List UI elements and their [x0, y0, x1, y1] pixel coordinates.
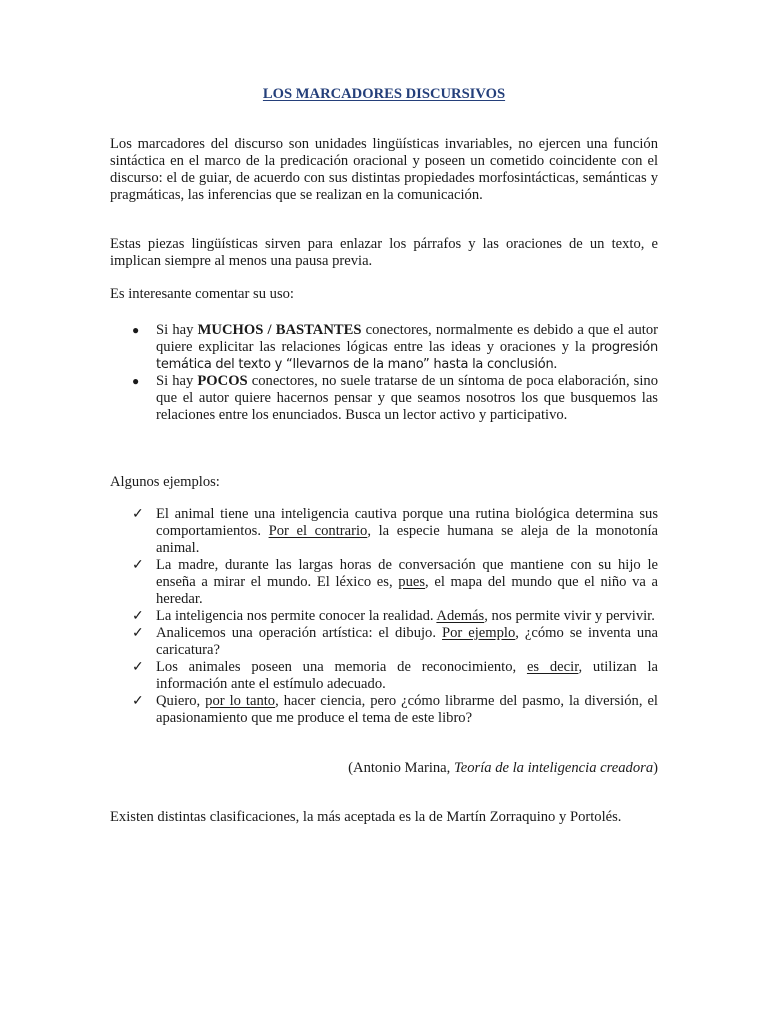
- citation-work-title: Teoría de la inteligencia creadora: [453, 760, 654, 776]
- citation: [110, 760, 658, 777]
- discourse-marker: Por ejemplo: [442, 625, 516, 641]
- examples-list: [130, 506, 658, 727]
- bullet-bold-term: POCOS: [197, 373, 248, 389]
- bullet-text-alt-font: progresión temática del texto y “llevarnos de la mano” hasta la conclusión: [156, 340, 658, 372]
- example-text: , hacer ciencia, pero ¿cómo librarme del pasmo, la diversión, el apasionamiento que me produce el tema de este libro?: [156, 693, 658, 726]
- closing-paragraph: Existen distintas clasificaciones, la más aceptada es la de Martín Zorraquino y Portolés.: [110, 809, 622, 825]
- list-item: [130, 373, 658, 424]
- example-text: , ¿cómo se inventa una caricatura?: [156, 625, 658, 658]
- bullet-icon: ●: [132, 374, 140, 388]
- check-mark-icon: ✓: [132, 626, 144, 641]
- bullet-icon: ●: [132, 323, 140, 337]
- check-mark-icon: ✓: [132, 694, 144, 709]
- discourse-marker: pues: [398, 574, 426, 590]
- example-text: Quiero,: [156, 693, 206, 709]
- check-mark-icon: ✓: [132, 660, 144, 675]
- check-mark-icon: ✓: [132, 507, 144, 522]
- list-item: [130, 506, 658, 557]
- example-text: Los animales poseen una memoria de reconocimiento,: [156, 659, 527, 675]
- example-text: La madre, durante las largas horas de conversación que mantiene con su hijo le enseña a mirar el mundo. El léxico es,: [156, 557, 658, 590]
- list-item: [130, 608, 658, 625]
- bullet-text-prefix: Si hay: [156, 373, 198, 389]
- list-item: [130, 322, 658, 373]
- citation-author: (Antonio Marina,: [348, 760, 454, 776]
- use-paragraph: Es interesante comentar su uso:: [110, 286, 294, 302]
- bullet-text-end: .: [553, 356, 558, 372]
- example-text: , la especie humana se aleja de la monotonía animal.: [156, 523, 658, 556]
- bullet-bold-term: MUCHOS / BASTANTES: [197, 322, 362, 338]
- discourse-marker: por lo tanto: [205, 693, 276, 709]
- pieces-paragraph: Estas piezas lingüísticas sirven para enlazar los párrafos y las oraciones de un texto, e implican siempre al menos una pausa previa.: [110, 236, 658, 269]
- connector-usage-list: [130, 322, 658, 424]
- check-mark-icon: ✓: [132, 558, 144, 573]
- example-text: , nos permite vivir y pervivir.: [484, 608, 655, 624]
- list-item: [130, 659, 658, 693]
- discourse-marker: Por el contrario: [268, 523, 368, 539]
- example-text: , utilizan la información ante el estímulo adecuado.: [156, 659, 658, 692]
- example-text: La inteligencia nos permite conocer la realidad.: [156, 608, 437, 624]
- bullet-text-prefix: Si hay: [156, 322, 198, 338]
- example-text: Analicemos una operación artística: el dibujo.: [156, 625, 442, 641]
- discourse-marker: es decir: [526, 659, 579, 675]
- example-text: , el mapa del mundo que el niño va a heredar.: [156, 574, 658, 607]
- document-title: LOS MARCADORES DISCURSIVOS: [262, 86, 506, 102]
- example-text: El animal tiene una inteligencia cautiva porque una rutina biológica determina sus comportamientos.: [156, 506, 658, 539]
- intro-paragraph: Los marcadores del discurso son unidades lingüísticas invariables, no ejercen una función sintáctica en el marco de la predicación oracional y poseen un cometido coincidente con el discurso: el de guiar, de acuerdo con sus distintas propiedades morfosintácticas, semánticas y pragmáticas, las inferencias que se realizan en la comunicación.: [110, 136, 658, 203]
- bullet-text: conectores, normalmente es debido a que el autor quiere explicitar las relaciones lógicas entre las ideas y oraciones y la: [156, 322, 659, 355]
- check-mark-icon: ✓: [132, 609, 144, 624]
- list-item: [130, 693, 658, 727]
- citation-close: ): [653, 760, 658, 776]
- discourse-marker: Además: [436, 608, 485, 624]
- bullet-text: conectores, no suele tratarse de un síntoma de poca elaboración, sino que el autor quiere hacernos pensar y que seamos nosotros los que busquemos las relaciones entre los enunciados. Busca un lector activo y participativo.: [156, 373, 658, 423]
- list-item: [130, 557, 658, 608]
- list-item: [130, 625, 658, 659]
- examples-intro: Algunos ejemplos:: [110, 474, 220, 490]
